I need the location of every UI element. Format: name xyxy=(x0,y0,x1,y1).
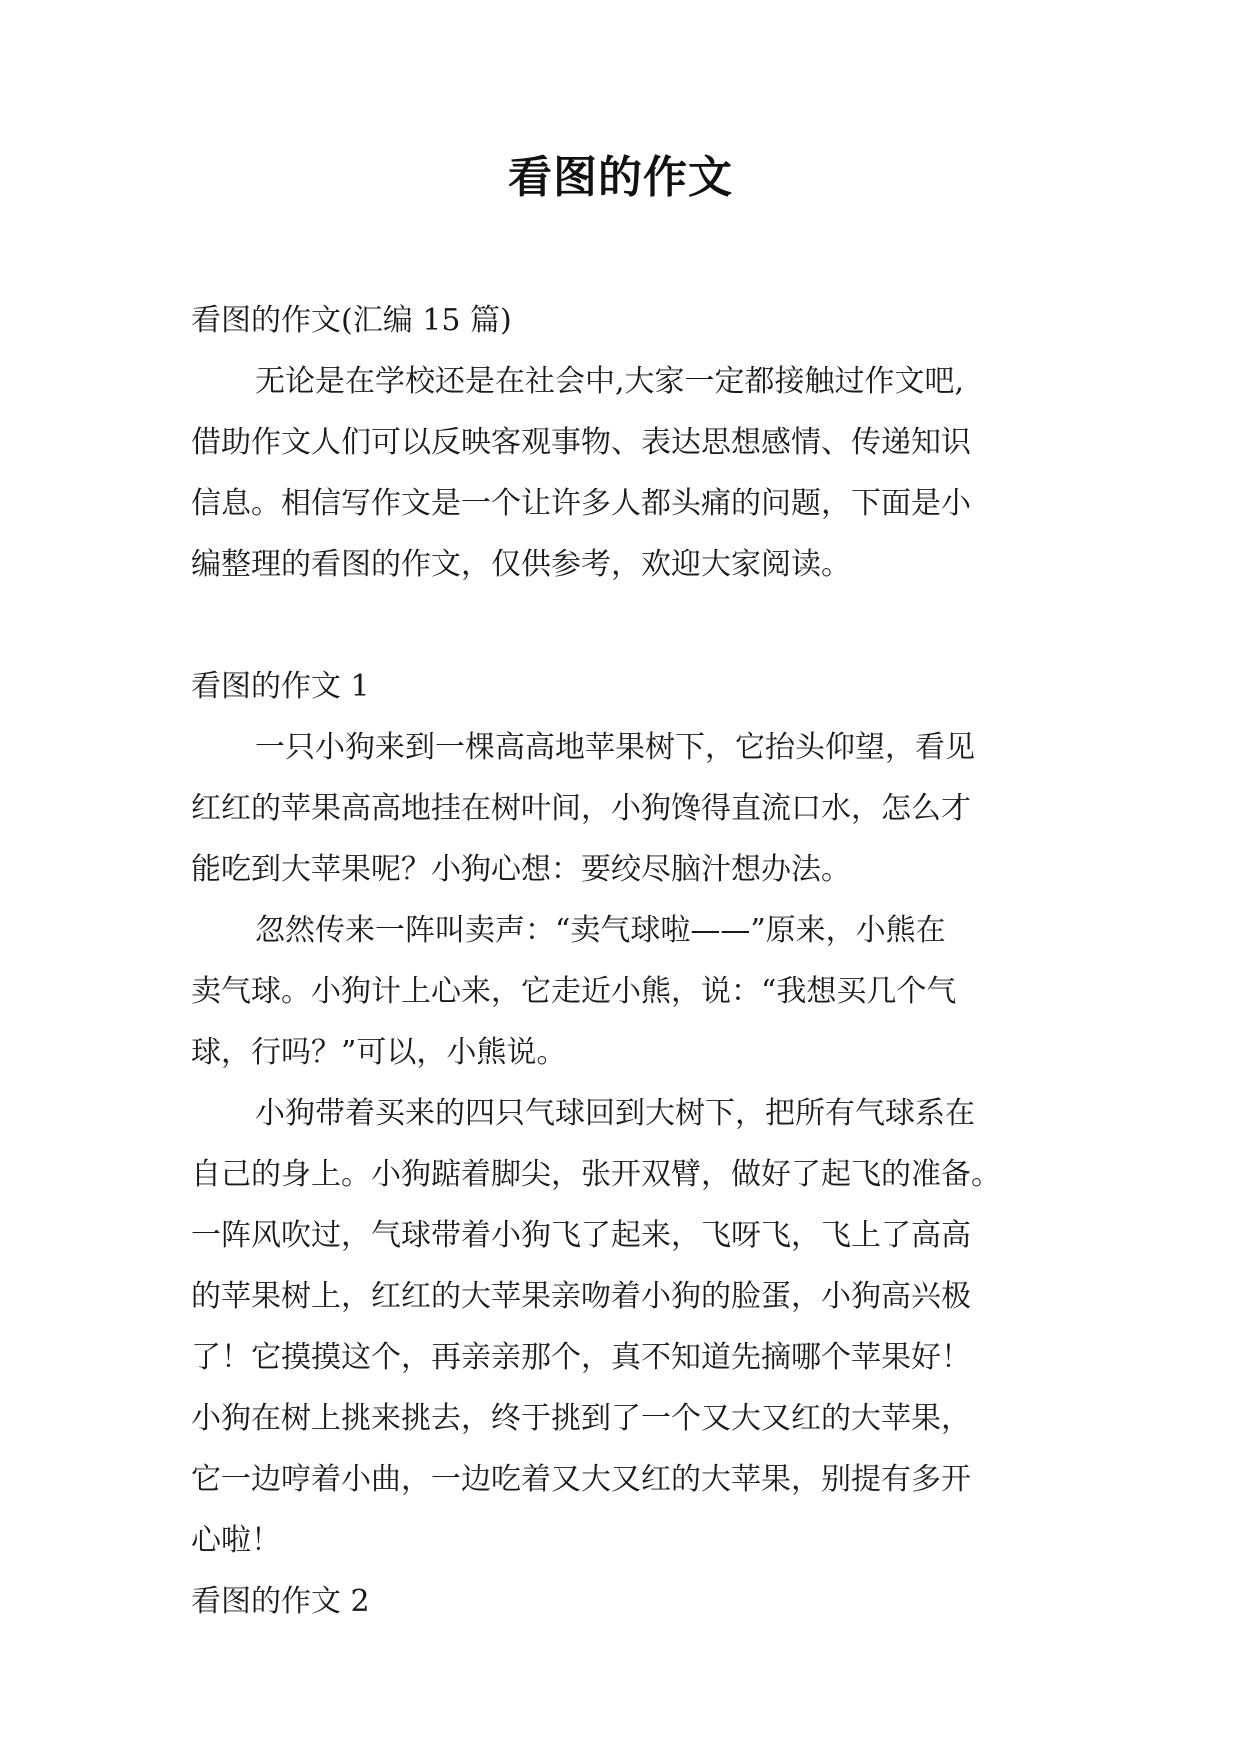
intro-line-1: 无论是在学校还是在社会中,大家一定都接触过作文吧, xyxy=(255,364,965,399)
essay-1-p3-line-2: 自己的身上。小狗踮着脚尖，张开双臂，做好了起飞的准备。 xyxy=(191,1157,1001,1192)
document-title: 看图的作文 xyxy=(508,152,733,203)
essay-1-p2-line-3: 球，行吗？”可以，小熊说。 xyxy=(191,1035,567,1070)
essay-1-p3-line-3: 一阵风吹过，气球带着小狗飞了起来，飞呀飞，飞上了高高 xyxy=(191,1218,971,1253)
essay-2-heading: 看图的作文 2 xyxy=(191,1584,370,1619)
intro-line-3: 信息。相信写作文是一个让许多人都头痛的问题，下面是小 xyxy=(191,486,971,521)
essay-1-p2-line-2: 卖气球。小狗计上心来，它走近小熊，说：“我想买几个气 xyxy=(191,974,957,1009)
intro-line-4: 编整理的看图的作文，仅供参考，欢迎大家阅读。 xyxy=(191,547,851,582)
essay-1-p3-line-8: 心啦！ xyxy=(191,1523,281,1558)
essay-1-p3-line-6: 小狗在树上挑来挑去，终于挑到了一个又大又红的大苹果， xyxy=(191,1401,971,1436)
essay-1-p1-line-2: 红红的苹果高高地挂在树叶间，小狗馋得直流口水，怎么才 xyxy=(191,791,971,826)
essay-1-p3-line-5: 了！它摸摸这个，再亲亲那个，真不知道先摘哪个苹果好！ xyxy=(191,1340,971,1375)
essay-1-p1-line-3: 能吃到大苹果呢？小狗心想：要绞尽脑汁想办法。 xyxy=(191,852,851,887)
essay-1-p1-line-1: 一只小狗来到一棵高高地苹果树下，它抬头仰望，看见 xyxy=(255,730,975,765)
essay-1-p2-line-1: 忽然传来一阵叫卖声：“卖气球啦——”原来，小熊在 xyxy=(255,913,946,948)
intro-line-2: 借助作文人们可以反映客观事物、表达思想感情、传递知识 xyxy=(191,425,971,460)
essay-1-p3-line-7: 它一边哼着小曲，一边吃着又大又红的大苹果，别提有多开 xyxy=(191,1462,971,1497)
blank-spacer xyxy=(191,595,1061,656)
collection-subtitle: 看图的作文(汇编 15 篇) xyxy=(191,303,512,338)
essay-1-p3-line-4: 的苹果树上，红红的大苹果亲吻着小狗的脸蛋，小狗高兴极 xyxy=(191,1279,971,1314)
essay-1-heading: 看图的作文 1 xyxy=(191,669,370,704)
essay-1-p3-line-1: 小狗带着买来的四只气球回到大树下，把所有气球系在 xyxy=(255,1096,975,1131)
document-body xyxy=(191,290,1061,1632)
